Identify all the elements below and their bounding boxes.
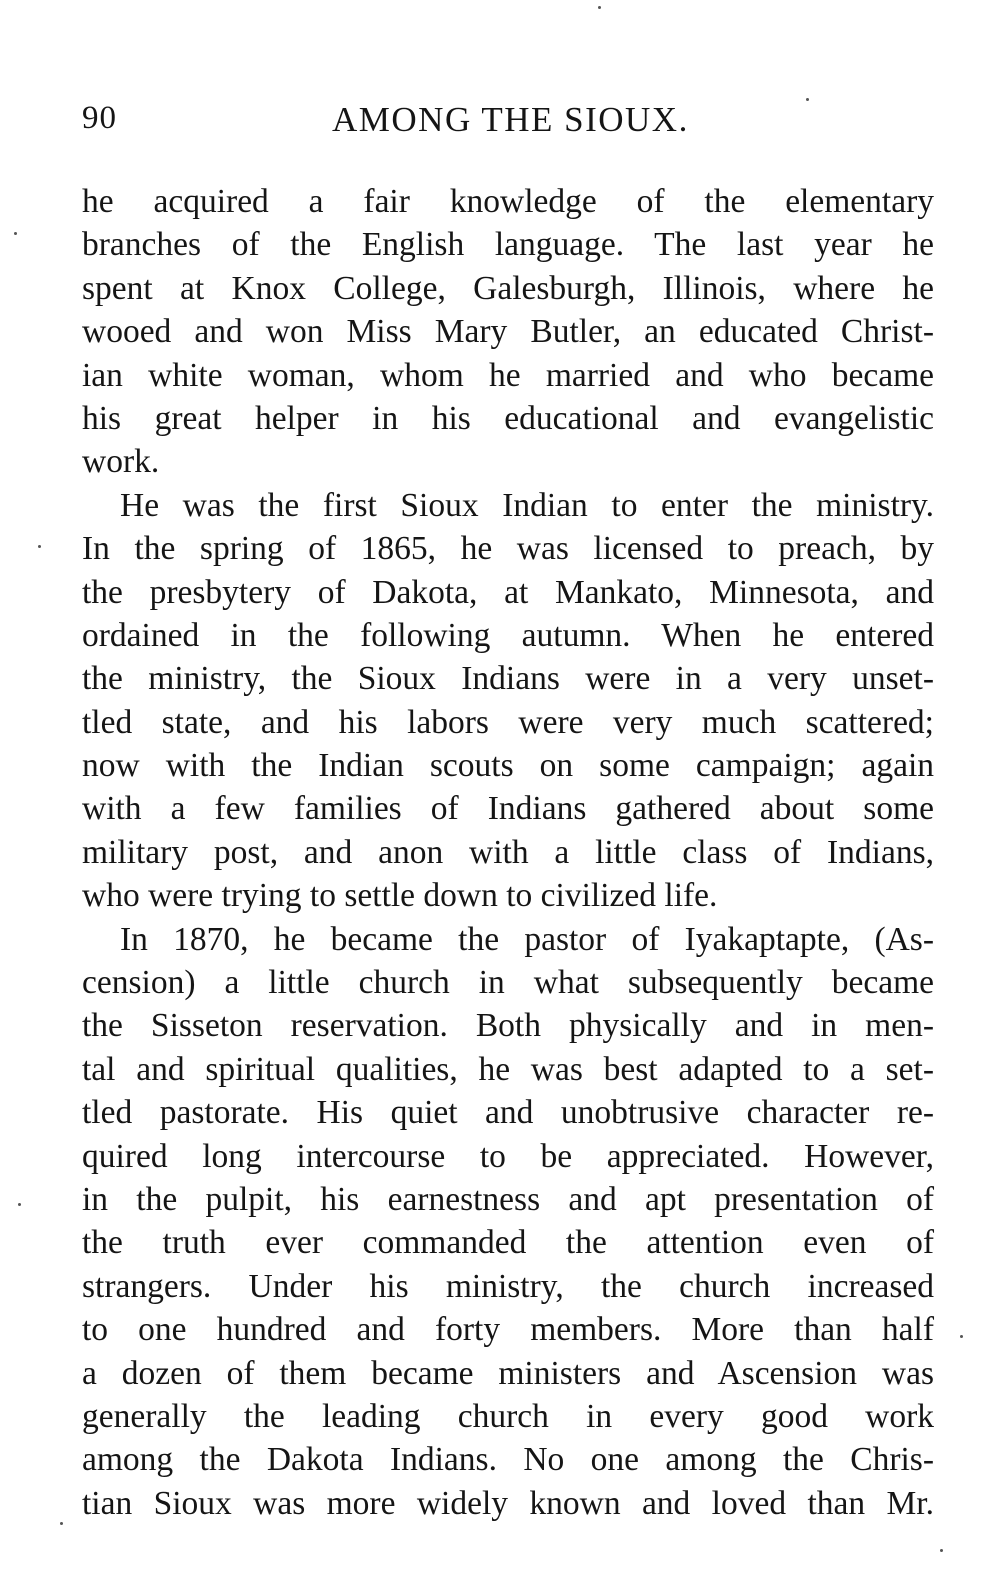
text-line: ordained in the following autumn. When he entered — [82, 616, 934, 654]
text-line: with a few families of Indians gathered about some — [82, 790, 934, 828]
text-line: to one hundred and forty members. More than half — [82, 1311, 934, 1349]
text-line: tian Sioux was more widely known and loved than Mr. — [82, 1484, 934, 1522]
text-line: the ministry, the Sioux Indians were in a very unset- — [82, 660, 934, 698]
text-line: his great helper in his educational and evangelistic — [82, 399, 934, 437]
body-text — [82, 180, 934, 1525]
text-line: tled state, and his labors were very much scattered; — [82, 703, 934, 741]
scan-speck — [960, 1335, 963, 1338]
scan-speck — [940, 1549, 943, 1552]
text-line: he acquired a fair knowledge of the elementary — [82, 183, 934, 220]
scan-speck — [18, 1203, 21, 1206]
scan-speck — [14, 232, 17, 235]
text-line: the Sisseton reservation. Both physically and in men- — [82, 1007, 934, 1045]
paragraph — [82, 918, 934, 1525]
text-line: the presbytery of Dakota, at Mankato, Minnesota, and — [82, 573, 934, 611]
text-line: He was the first Sioux Indian to enter the ministry. — [120, 486, 934, 524]
text-line: generally the leading church in every good work — [82, 1397, 934, 1435]
text-line: in the pulpit, his earnestness and apt presentation of — [82, 1180, 934, 1218]
text-line: tal and spiritual qualities, he was best adapted to a set- — [82, 1050, 934, 1088]
text-line: ian white woman, whom he married and who became — [82, 356, 934, 394]
text-line: military post, and anon with a little class of Indians, — [82, 833, 934, 871]
text-line: among the Dakota Indians. No one among the Chris- — [82, 1441, 934, 1479]
page-number: 90 — [82, 100, 117, 136]
paragraph — [82, 484, 934, 918]
scan-speck — [60, 1522, 63, 1525]
text-line: In 1870, he became the pastor of Iyakaptapte, (As- — [120, 920, 934, 958]
text-line: quired long intercourse to be appreciated. However, — [82, 1137, 934, 1175]
scan-speck — [598, 6, 601, 9]
text-line: tled pastorate. His quiet and unobtrusive character re- — [82, 1094, 934, 1132]
scan-speck — [806, 98, 809, 101]
text-line: In the spring of 1865, he was licensed to preach, by — [82, 530, 934, 568]
page-header — [82, 100, 932, 148]
running-head: AMONG THE SIOUX. — [332, 100, 689, 139]
text-line: strangers. Under his ministry, the church increased — [82, 1267, 934, 1305]
scan-speck — [38, 545, 41, 548]
text-line: who were trying to settle down to civilized life. — [82, 877, 718, 915]
text-line: wooed and won Miss Mary Butler, an educated Christ- — [82, 313, 934, 351]
text-line: branches of the English language. The last year he — [82, 226, 934, 264]
text-line: the truth ever commanded the attention even of — [82, 1224, 934, 1262]
text-line: cension) a little church in what subsequently became — [82, 964, 934, 1002]
paragraph — [82, 180, 934, 484]
text-line: spent at Knox College, Galesburgh, Illinois, where he — [82, 269, 934, 307]
text-line: work. — [82, 443, 160, 481]
text-line: a dozen of them became ministers and Ascension was — [82, 1354, 934, 1392]
text-line: now with the Indian scouts on some campaign; again — [82, 747, 934, 785]
